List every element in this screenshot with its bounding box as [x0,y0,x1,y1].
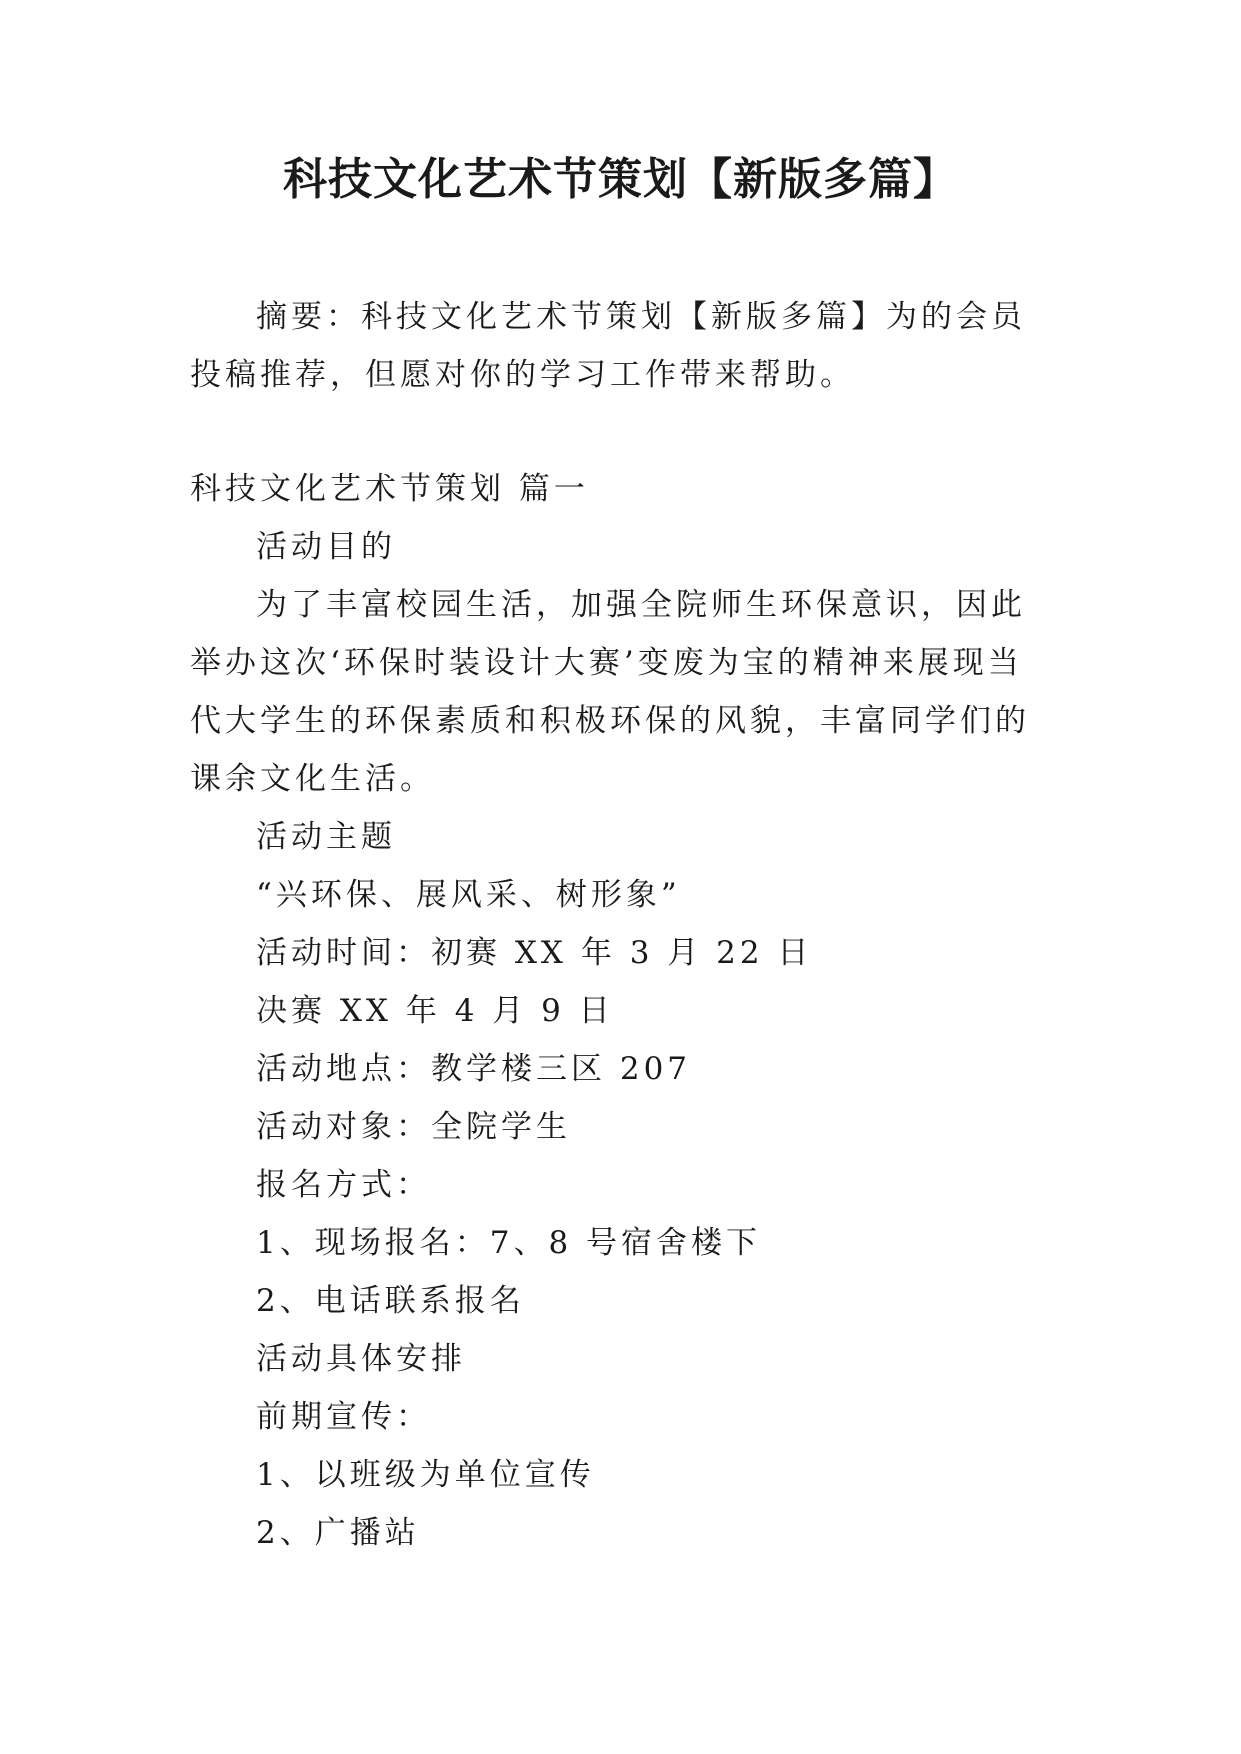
list-item-onsite-registration: 1、现场报名：7、8 号宿舍楼下 [256,1225,762,1261]
paragraph-activity-audience: 活动对象：全院学生 [256,1109,571,1145]
paragraph-schedule-heading: 活动具体安排 [256,1341,466,1377]
list-item-class-promotion: 1、以班级为单位宣传 [256,1457,595,1493]
paragraph-activity-purpose-heading: 活动目的 [256,529,396,565]
paragraph-final-date: 决赛 XX 年 4 月 9 日 [256,993,614,1029]
paragraph-activity-time: 活动时间：初赛 XX 年 3 月 22 日 [256,935,813,971]
paragraph-activity-theme-heading: 活动主题 [256,819,396,855]
paragraph-registration-method: 报名方式： [256,1167,431,1203]
paragraph-promotion-heading: 前期宣传： [256,1399,431,1435]
document-body [190,460,1052,1562]
section-heading: 科技文化艺术节策划 篇一 [190,471,589,507]
abstract-paragraph: 摘要：科技文化艺术节策划【新版多篇】为的会员投稿推荐，但愿对你的学习工作带来帮助。 [190,299,1026,393]
list-item-broadcast-station: 2、广播站 [256,1515,420,1551]
list-item-phone-registration: 2、电话联系报名 [256,1283,525,1319]
paragraph-activity-location: 活动地点：教学楼三区 207 [256,1051,692,1087]
paragraph-activity-theme: “兴环保、展风采、树形象” [256,877,681,913]
paragraph-activity-purpose: 为了丰富校园生活，加强全院师生环保意识，因此举办这次‘环保时装设计大赛’变废为宝的精神来展现当代大学生的环保素质和积极环保的风貌，丰富同学们的课余文化生活。 [190,587,1030,797]
document-title: 科技文化艺术节策划【新版多篇】 [283,154,958,205]
